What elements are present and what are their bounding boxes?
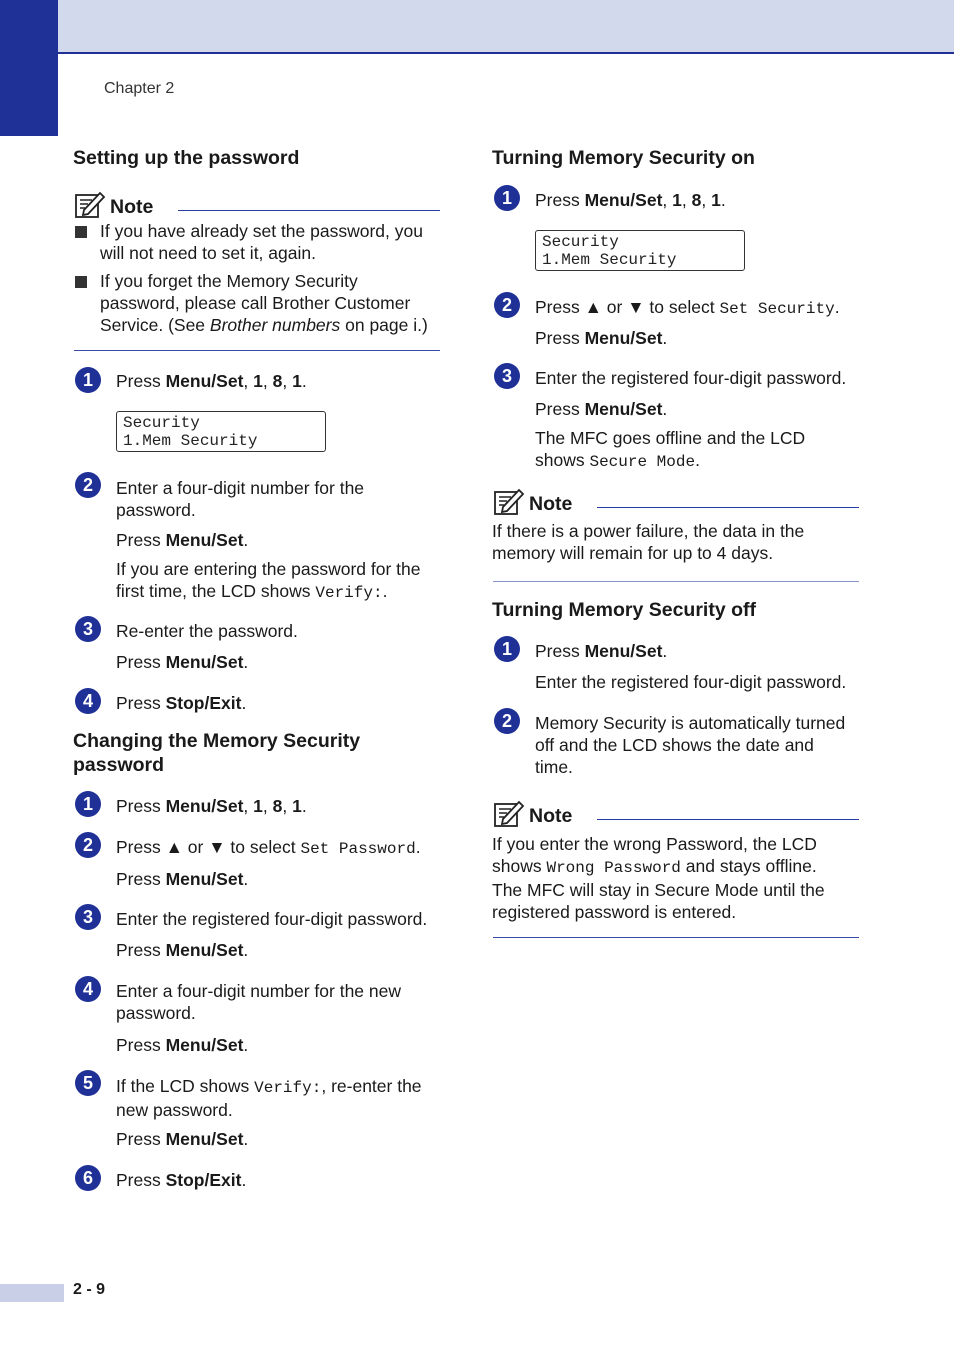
- off-step-2: [535, 712, 845, 778]
- change-step-2: Press ▲ or ▼ to select Set Password.: [116, 837, 421, 858]
- step-number-badge: 3: [75, 904, 101, 930]
- note-bullet-1-line-1: If you have already set the password, you: [100, 221, 423, 241]
- step-number-badge: 2: [494, 708, 520, 734]
- step-number-badge: 6: [75, 1165, 101, 1191]
- up-arrow-icon: ▲: [584, 297, 602, 317]
- setup-step-2-line-2: password.: [116, 500, 196, 520]
- change-step-1: Press Menu/Set, 1, 8, 1.: [116, 796, 307, 816]
- step-number-badge: 1: [494, 636, 520, 662]
- change-step-3-press: Press Menu/Set.: [116, 940, 249, 960]
- off-step-2-line-2: off and the LCD shows the date and: [535, 735, 814, 755]
- note-rule: [178, 210, 440, 211]
- setup-step-1: Press Menu/Set, 1, 8, 1.: [116, 371, 307, 391]
- note-bullet-2-line-2: password, please call Brother Customer: [100, 293, 411, 313]
- note-end-rule: [493, 937, 859, 938]
- chapter-tab: [0, 0, 58, 136]
- off-note-line-3: The MFC will stay in Secure Mode until the: [492, 880, 825, 900]
- off-step-1-password: Enter the registered four-digit password.: [535, 672, 847, 692]
- step-number-badge: 3: [75, 616, 101, 642]
- off-step-1: Press Menu/Set.: [535, 641, 668, 661]
- setup-step-4: Press Stop/Exit.: [116, 693, 247, 713]
- footer-bar: [0, 1284, 64, 1302]
- setup-step-2-note-line-1: If you are entering the password for the: [116, 559, 421, 579]
- step-number-badge: 2: [75, 832, 101, 858]
- off-step-2-line-1: Memory Security is automatically turned: [535, 713, 846, 733]
- on-step-2-press: Press Menu/Set.: [535, 328, 668, 348]
- heading-changing-line-2: password: [73, 754, 165, 776]
- change-step-5-press: Press Menu/Set.: [116, 1129, 249, 1149]
- note-bullet-1: [100, 220, 423, 264]
- setup-step-3: Re-enter the password.: [116, 621, 298, 641]
- step-number-badge: 1: [75, 367, 101, 393]
- on-step-3: Enter the registered four-digit password.: [535, 368, 847, 388]
- note-label: Note: [110, 196, 154, 218]
- header-band: [0, 0, 954, 54]
- step-number-badge: 4: [75, 976, 101, 1002]
- note-label: Note: [529, 805, 573, 827]
- change-step-2-press: Press Menu/Set.: [116, 869, 249, 889]
- page-number: 2 - 9: [73, 1281, 106, 1298]
- heading-changing-line-1: Changing the Memory Security: [73, 730, 361, 752]
- on-step-1: Press Menu/Set, 1, 8, 1.: [535, 190, 726, 210]
- heading-security-off: Turning Memory Security off: [492, 599, 756, 621]
- setup-step-2-press: Press Menu/Set.: [116, 530, 249, 550]
- change-step-4-press: Press Menu/Set.: [116, 1035, 249, 1055]
- heading-changing-password: [73, 729, 360, 777]
- note-rule: [597, 507, 859, 508]
- on-note-line-1: If there is a power failure, the data in the: [492, 521, 805, 541]
- note-label: Note: [529, 493, 573, 515]
- note-pencil-icon: [493, 487, 525, 517]
- setup-step-2-note-line-2: first time, the LCD shows Verify:.: [116, 581, 388, 602]
- change-step-4-line-2: password.: [116, 1003, 196, 1023]
- note-bullet-2-line-3: Service. (See Brother numbers on page i.): [100, 315, 428, 335]
- lcd-line-1: Security: [542, 233, 619, 251]
- off-note-line-2: shows Wrong Password and stays offline.: [492, 856, 817, 877]
- setup-step-3-press: Press Menu/Set.: [116, 652, 249, 672]
- off-note-line-1: If you enter the wrong Password, the LCD: [492, 834, 817, 854]
- note-header: [74, 190, 440, 220]
- down-arrow-icon: ▼: [208, 837, 226, 857]
- step-number-badge: 1: [494, 185, 520, 211]
- note-end-rule: [493, 581, 859, 582]
- change-step-5-line-1: If the LCD shows Verify:, re-enter the: [116, 1076, 422, 1097]
- heading-setting-up-password: Setting up the password: [73, 147, 300, 169]
- note-header: [493, 487, 859, 517]
- note-rule: [597, 819, 859, 820]
- setup-step-2-note: [116, 558, 420, 604]
- setup-step-2: [116, 477, 364, 521]
- lcd-display: [116, 411, 326, 452]
- lcd-line-1: Security: [123, 414, 200, 432]
- lcd-line-2: 1.Mem Security: [542, 251, 677, 269]
- note-header: [493, 799, 859, 829]
- on-step-3-press: Press Menu/Set.: [535, 399, 668, 419]
- on-note-line-2: memory will remain for up to 4 days.: [492, 543, 774, 563]
- note-bullet-1-line-2: will not need to set it, again.: [100, 243, 316, 263]
- setup-step-2-line-1: Enter a four-digit number for the: [116, 478, 365, 498]
- change-step-4-line-1: Enter a four-digit number for the new: [116, 981, 402, 1001]
- change-step-5: [116, 1075, 422, 1121]
- step-number-badge: 4: [75, 688, 101, 714]
- note-pencil-icon: [493, 799, 525, 829]
- step-number-badge: 1: [75, 791, 101, 817]
- off-step-2-line-3: time.: [535, 757, 573, 777]
- step-number-badge: 2: [75, 472, 101, 498]
- note-end-rule: [74, 350, 440, 351]
- change-step-3: Enter the registered four-digit password.: [116, 909, 428, 929]
- step-number-badge: 5: [75, 1070, 101, 1096]
- on-step-3-result-line-1: The MFC goes offline and the LCD: [535, 428, 806, 448]
- bullet-square: [75, 276, 87, 288]
- on-step-3-result: [535, 427, 805, 473]
- step-number-badge: 3: [494, 363, 520, 389]
- heading-security-on: Turning Memory Security on: [492, 147, 755, 169]
- change-step-5-line-2: new password.: [116, 1100, 233, 1120]
- up-arrow-icon: ▲: [165, 837, 183, 857]
- note-bullet-2: [100, 270, 428, 336]
- chapter-label: Chapter 2: [104, 80, 175, 97]
- change-step-4: [116, 980, 401, 1024]
- change-step-6: Press Stop/Exit.: [116, 1170, 247, 1190]
- step-number-badge: 2: [494, 292, 520, 318]
- note-bullet-2-line-1: If you forget the Memory Security: [100, 271, 358, 291]
- lcd-display: [535, 230, 745, 271]
- on-step-3-result-line-2: shows Secure Mode.: [535, 450, 700, 471]
- bullet-square: [75, 226, 87, 238]
- note-pencil-icon: [74, 190, 106, 220]
- on-note-text: [492, 520, 804, 564]
- off-note-line-4: registered password is entered.: [492, 902, 737, 922]
- down-arrow-icon: ▼: [627, 297, 645, 317]
- off-note-text: [492, 833, 825, 923]
- on-step-2: Press ▲ or ▼ to select Set Security.: [535, 297, 840, 318]
- lcd-line-2: 1.Mem Security: [123, 432, 258, 450]
